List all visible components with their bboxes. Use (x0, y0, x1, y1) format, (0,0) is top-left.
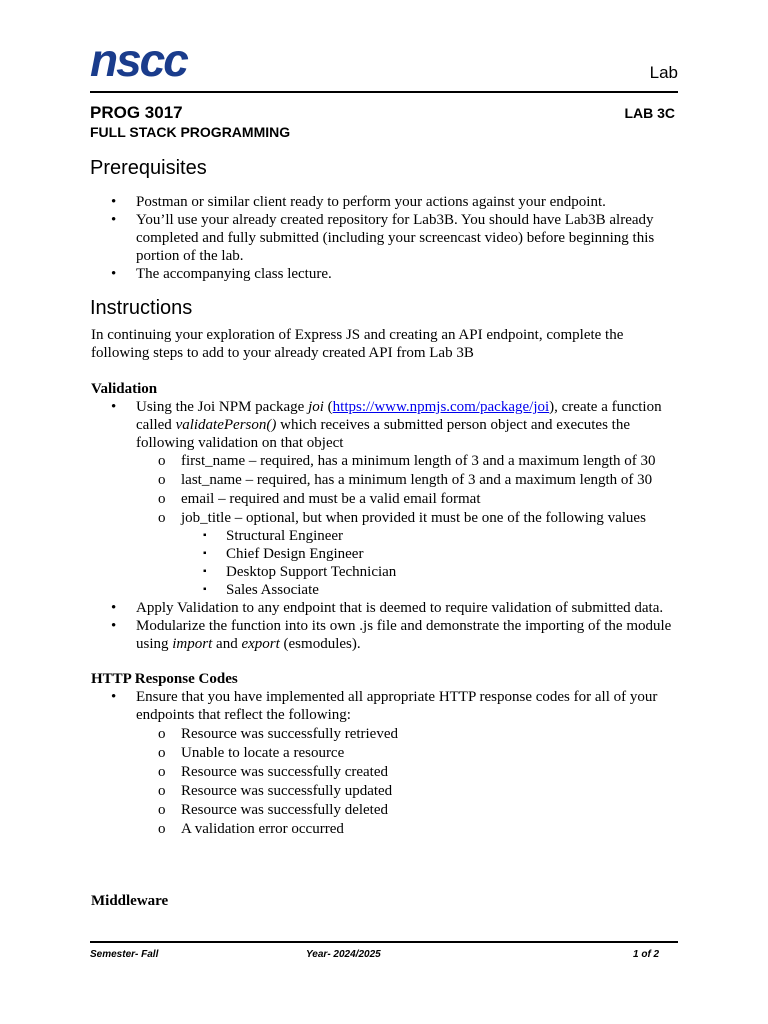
validation-title: Validation (91, 381, 158, 397)
list-item-text: first_name – required, has a minimum length of 3 and a maximum length of 30 (181, 453, 656, 469)
list-item-text: Structural Engineer (226, 528, 344, 544)
list-item (91, 563, 681, 581)
sub-marker: o (158, 821, 166, 837)
prerequisites-heading: Prerequisites (90, 157, 207, 179)
list-item (91, 617, 681, 653)
list-item (91, 763, 681, 781)
footer-year: Year- 2024/2025 (306, 949, 381, 960)
list-item (91, 688, 681, 838)
keyword-export: export (241, 636, 280, 652)
square-marker: ▪ (203, 566, 207, 577)
text-span: ), create a function called (136, 399, 662, 433)
bullet-marker: • (111, 689, 117, 705)
middleware-title: Middleware (91, 893, 169, 909)
logo-text: nscc (90, 40, 187, 82)
list-item (91, 509, 681, 599)
list-item-text: Ensure that you have implemented all appropriate HTTP response codes for all of your endpoints that reflect the following: (136, 689, 658, 723)
list-item (91, 744, 681, 762)
list-item (91, 193, 681, 211)
list-item-text: Desktop Support Technician (226, 564, 397, 580)
list-item-text: The accompanying class lecture. (136, 266, 332, 282)
footer-page-number: 1 of 2 (633, 949, 660, 960)
list-item (91, 490, 681, 508)
prerequisites-section (91, 193, 681, 283)
http-codes-list (91, 688, 681, 838)
bullet-marker: • (111, 618, 117, 634)
http-codes-section (91, 670, 681, 838)
list-item-text: Unable to locate a resource (181, 745, 345, 761)
function-name: validatePerson() (175, 417, 277, 433)
validation-section (91, 380, 681, 653)
job-titles-list (91, 527, 681, 599)
list-item-text: Resource was successfully retrieved (181, 726, 399, 742)
sub-marker: o (158, 472, 166, 488)
list-item-text: Resource was successfully created (181, 764, 388, 780)
prerequisites-list (91, 193, 681, 283)
sub-marker: o (158, 783, 166, 799)
course-code: PROG 3017 (90, 103, 183, 122)
bullet-marker: • (111, 194, 117, 210)
http-codes-sublist (91, 725, 681, 838)
package-name: joi (308, 399, 324, 415)
nscc-logo (90, 40, 230, 82)
http-codes-title: HTTP Response Codes (91, 671, 238, 687)
square-marker: ▪ (203, 548, 207, 559)
keyword-import: import (172, 636, 213, 652)
text-span: and (212, 636, 242, 652)
list-item-text: You’ll use your already created repository for Lab3B. You should have Lab3B already completed and fully submitted (including your screencast video) before beginning this portion of the lab. (136, 212, 655, 264)
text-span: (esmodules). (279, 636, 361, 652)
bullet-marker: • (111, 600, 117, 616)
list-item (91, 581, 681, 599)
sub-marker: o (158, 802, 166, 818)
course-name: FULL STACK PROGRAMMING (90, 124, 291, 140)
list-item (91, 725, 681, 743)
list-item-text: job_title – optional, but when provided it must be one of the following values (181, 510, 646, 526)
square-marker: ▪ (203, 584, 207, 595)
list-item (91, 782, 681, 800)
sub-marker: o (158, 726, 166, 742)
validation-list (91, 398, 681, 653)
footer-divider (90, 941, 678, 943)
list-item (91, 452, 681, 470)
list-item (91, 545, 681, 563)
sub-marker: o (158, 491, 166, 507)
joi-npm-link[interactable]: https://www.npmjs.com/package/joi (332, 399, 550, 415)
list-item (91, 820, 681, 838)
list-item-text: Postman or similar client ready to perform your actions against your endpoint. (136, 194, 606, 210)
text-span: Using the Joi NPM package (136, 399, 309, 415)
sub-marker: o (158, 453, 166, 469)
list-item-text: A validation error occurred (181, 821, 344, 837)
list-item (91, 801, 681, 819)
list-item (91, 265, 681, 283)
instructions-heading: Instructions (90, 297, 193, 319)
header-divider (90, 91, 678, 93)
list-item (91, 527, 681, 545)
bullet-marker: • (111, 266, 117, 282)
validation-rules-list (91, 452, 681, 599)
list-item-text: Apply Validation to any endpoint that is deemed to require validation of submitted data. (136, 600, 664, 616)
list-item-text: email – required and must be a valid email format (181, 491, 481, 507)
square-marker: ▪ (203, 530, 207, 541)
list-item-text: Resource was successfully updated (181, 783, 393, 799)
list-item-text: Sales Associate (226, 582, 319, 598)
doc-type-label: Lab (649, 63, 678, 82)
text-span: ( (323, 399, 333, 415)
lab-code: LAB 3C (624, 105, 675, 121)
list-item (91, 471, 681, 489)
sub-marker: o (158, 510, 166, 526)
list-item-text: Resource was successfully deleted (181, 802, 389, 818)
instructions-intro: In continuing your exploration of Express JS and creating an API endpoint, complete the following steps to add to your already created API from Lab 3B (91, 327, 624, 361)
text-span: Modularize the function into its own .js file and demonstrate the importing of the module using (136, 618, 672, 652)
bullet-marker: • (111, 399, 117, 415)
list-item (91, 599, 681, 617)
list-item-text: last_name – required, has a minimum length of 3 and a maximum length of 30 (181, 472, 653, 488)
list-item-text: Chief Design Engineer (226, 546, 364, 562)
footer-semester: Semester- Fall (90, 949, 159, 960)
sub-marker: o (158, 745, 166, 761)
text-span: which receives a submitted person object and executes the following validation on that object (136, 417, 630, 451)
sub-marker: o (158, 764, 166, 780)
list-item (91, 211, 681, 265)
list-item (91, 398, 681, 599)
bullet-marker: • (111, 212, 117, 228)
